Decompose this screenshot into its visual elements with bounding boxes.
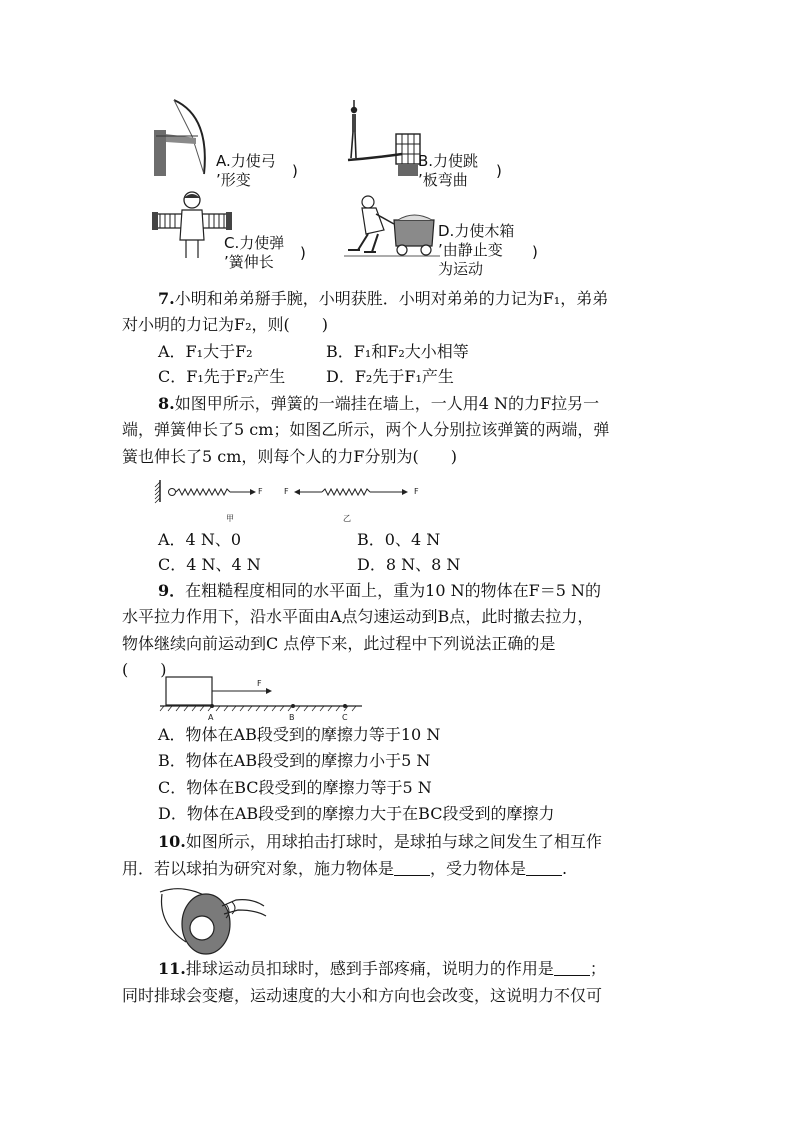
q9-stem-line-4: ( ): [122, 660, 167, 679]
q11-stem-line-1: 11.排球运动员扣球时，感到手部疼痛，说明力的作用是 ；: [158, 959, 606, 978]
q11-number: 11.: [158, 959, 186, 978]
box-pushing-figure: [344, 194, 440, 260]
option-d-caption: D.力使木箱 ’由静止变 为运动: [438, 222, 515, 278]
q10-stem-line-1: 10.如图所示，用球拍击打球时，是球拍与球之间发生了相互作: [158, 832, 602, 851]
q9-option-b: B．物体在AB段受到的摩擦力小于5 N: [158, 751, 431, 770]
q9-option-d: D．物体在AB段受到的摩擦力大于在BC段受到的摩擦力: [158, 804, 555, 823]
springboard-diver-figure: [344, 100, 424, 178]
option-a-caption: A.力使弓 ’形变: [216, 152, 276, 189]
racket-ball-figure: [156, 884, 268, 956]
q10-blank-exerting-object[interactable]: [394, 859, 430, 876]
q7-number: 7.: [158, 289, 175, 308]
fig-force-f-label: F: [257, 679, 262, 688]
q7-option-c: C．F₁先于F₂产生: [158, 367, 286, 386]
q8-number: 8.: [158, 394, 175, 413]
q10-stem-line-2: 用．若以球拍为研究对象，施力物体是 ，受力物体是 .: [122, 859, 568, 878]
q8-option-d: D．8 N、8 N: [357, 555, 461, 574]
spring-stretcher-figure: [152, 190, 232, 260]
fig-point-a-label: A: [208, 713, 214, 722]
fig-point-c-label: C: [342, 713, 348, 722]
spring-diagram: [150, 478, 430, 524]
q10-blank-receiving-object[interactable]: [526, 859, 562, 876]
q9-option-c: C．物体在BC段受到的摩擦力等于5 N: [158, 778, 432, 797]
fig-point-b-label: B: [289, 713, 295, 722]
q8-option-a: A．4 N、0: [158, 530, 242, 549]
q7-option-b: B．F₁和F₂大小相等: [326, 342, 469, 361]
q8-stem-line-1: 8.如图甲所示，弹簧的一端挂在墙上，一人用4 N的力F拉另一: [158, 394, 600, 413]
q7-stem-line-2: 对小明的力记为F₂，则( ): [122, 315, 329, 334]
q7-option-d: D．F₂先于F₁产生: [326, 367, 454, 386]
q11-blank-force-nature[interactable]: [554, 959, 590, 976]
option-c-caption: C.力使弹 ’簧伸长: [224, 234, 285, 271]
fig-jia-force-label: F: [258, 487, 263, 496]
q9-stem-line-3: 物体继续向前运动到C 点停下来，此过程中下列说法正确的是: [122, 634, 556, 653]
fig-jia-label: 甲: [226, 514, 234, 523]
q7-stem-line-1: 7.小明和弟弟掰手腕，小明获胜．小明对弟弟的力记为F₁，弟弟: [158, 289, 609, 308]
q8-option-c: C．4 N、4 N: [158, 555, 261, 574]
bow-archer-figure: [152, 96, 214, 178]
fig-yi-force-left-label: F: [284, 487, 289, 496]
fig-yi-force-right-label: F: [414, 487, 419, 496]
fig-yi-label: 乙: [343, 514, 351, 523]
q9-number: 9．: [158, 581, 186, 600]
q8-stem-line-2: 端，弹簧伸长了5 cm；如图乙所示，两个人分别拉该弹簧的两端，弹: [122, 420, 610, 439]
q11-stem-line-2: 同时排球会变瘪，运动速度的大小和方向也会改变，这说明力不仅可: [122, 986, 603, 1005]
q9-option-a: A．物体在AB段受到的摩擦力等于10 N: [158, 725, 441, 744]
option-a-paren: ): [292, 162, 298, 180]
option-b-caption: B.力使跳 ’板弯曲: [418, 152, 479, 189]
q8-stem-line-3: 簧也伸长了5 cm，则每个人的力F分别为( ): [122, 447, 457, 466]
option-d-paren: ): [532, 243, 538, 261]
q9-stem-line-1: 9．在粗糙程度相同的水平面上，重为10 N的物体在F＝5 N的: [158, 581, 601, 600]
option-b-paren: ): [496, 162, 502, 180]
q8-option-b: B．0、4 N: [357, 530, 441, 549]
q9-stem-line-2: 水平拉力作用下，沿水平面由A点匀速运动到B点，此时撤去拉力，: [122, 607, 594, 626]
option-c-paren: ): [300, 244, 306, 262]
q7-option-a: A．F₁大于F₂: [158, 342, 253, 361]
q10-number: 10.: [158, 832, 186, 851]
